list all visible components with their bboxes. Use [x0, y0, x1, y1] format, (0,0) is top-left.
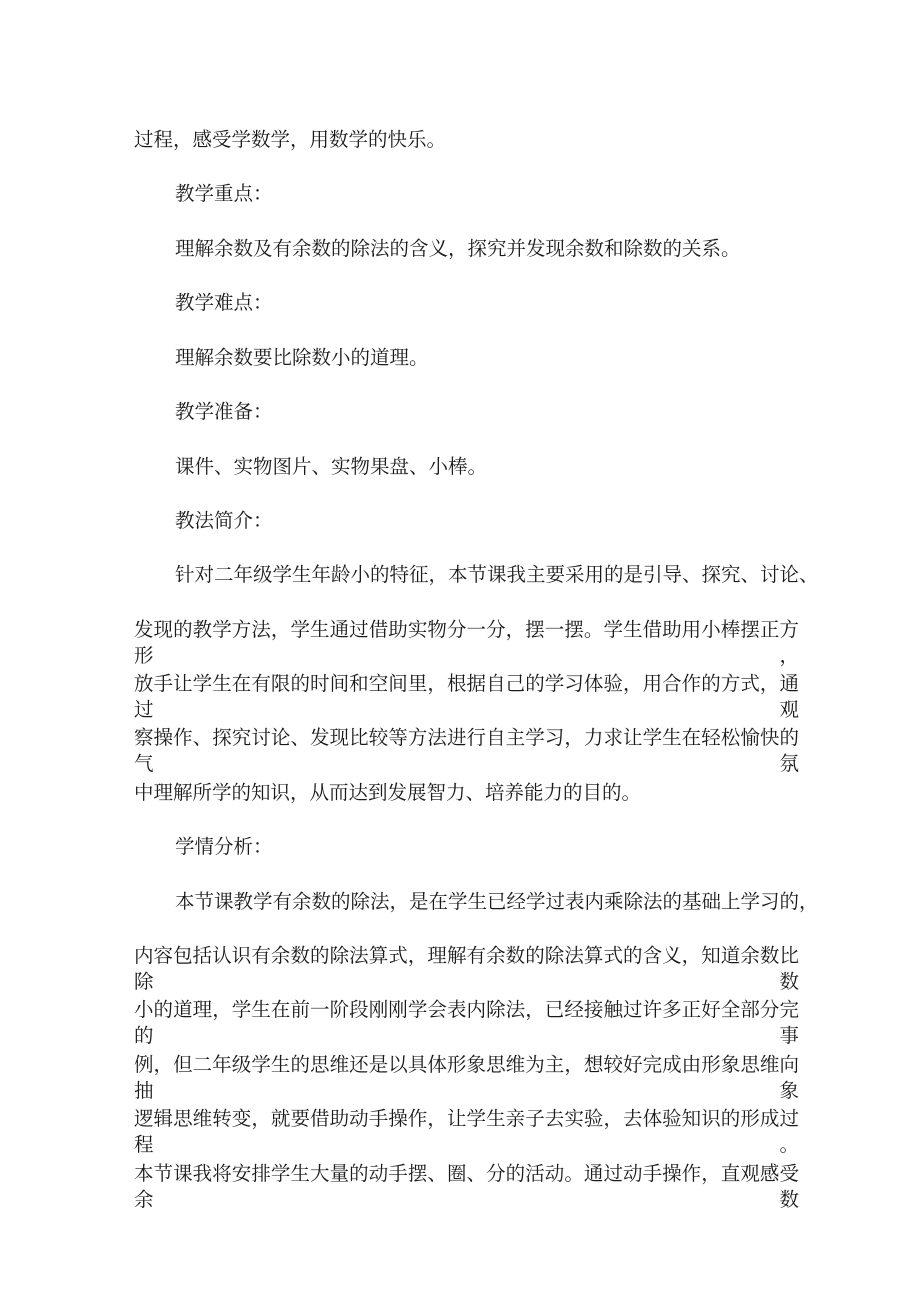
paragraph-line: 逻辑思维转变，就要借助动手操作，让学生亲子去实验，去体验知识的形成过程。 [134, 1107, 799, 1156]
section-heading-teaching-focus: 教学重点： [175, 182, 273, 205]
paragraph-line: 内容包括认识有余数的除法算式，理解有余数的除法算式的含义，知道余数比除数 [134, 944, 799, 993]
section-heading-student-analysis: 学情分析： [175, 835, 273, 858]
paragraph-line: 理解余数及有余数的除法的含义，探究并发现余数和除数的关系。 [175, 237, 741, 260]
paragraph-line: 例，但二年级学生的思维还是以具体形象思维为主，想较好完成由形象思维向抽象 [134, 1053, 799, 1102]
paragraph-line: 放手让学生在有限的时间和空间里，根据自己的学习体验，用合作的方式，通过观 [134, 672, 799, 721]
paragraph-line: 察操作、探究讨论、发现比较等方法进行自主学习，力求让学生在轻松愉快的气氛 [134, 726, 799, 775]
paragraph-line: 发现的教学方法，学生通过借助实物分一分，摆一摆。学生借助用小棒摆正方形， [134, 618, 799, 667]
paragraph-line: 针对二年级学生年龄小的特征，本节课我主要采用的是引导、探究、讨论、 [175, 563, 819, 586]
paragraph-line: 课件、实物图片、实物果盘、小棒。 [175, 455, 488, 478]
paragraph-line: 中理解所学的知识，从而达到发展智力、培养能力的目的。 [134, 781, 642, 804]
paragraph-line: 小的道理，学生在前一阶段刚刚学会表内除法，已经接触过许多正好全部分完的事 [134, 998, 799, 1047]
paragraph-line: 本节课教学有余数的除法，是在学生已经学过表内乘除法的基础上学习的， [175, 890, 819, 913]
paragraph-line: 本节课我将安排学生大量的动手摆、圈、分的活动。通过动手操作，直观感受余数 [134, 1162, 799, 1211]
paragraph-line: 过程，感受学数学，用数学的快乐。 [134, 128, 447, 151]
section-heading-teaching-method: 教法简介： [175, 509, 273, 532]
section-heading-teaching-preparation: 教学准备： [175, 400, 273, 423]
paragraph-line: 理解余数要比除数小的道理。 [175, 346, 429, 369]
section-heading-teaching-difficulty: 教学难点： [175, 291, 273, 314]
